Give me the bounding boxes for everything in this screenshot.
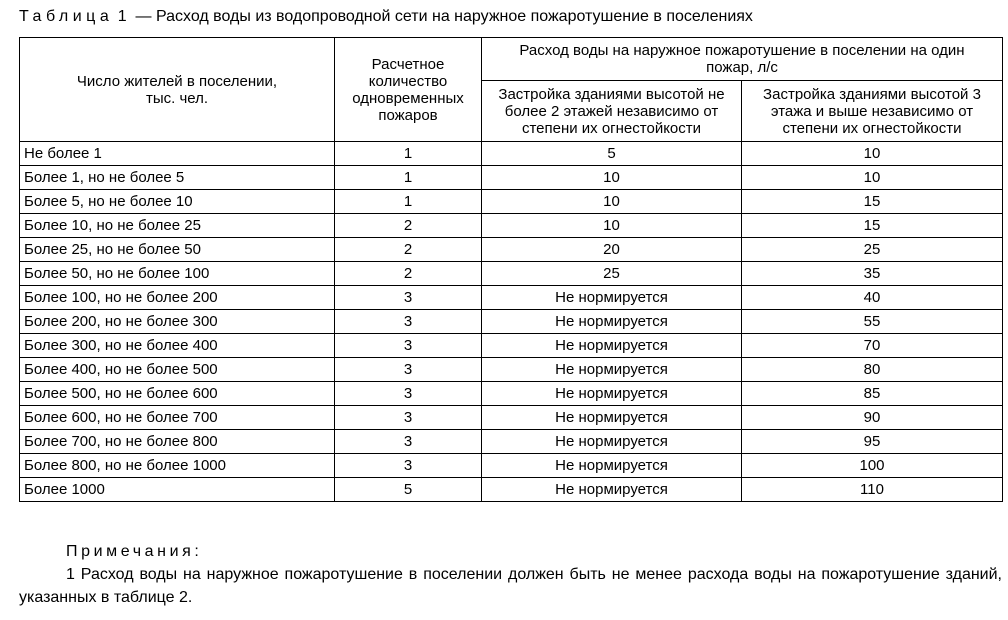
table-row: [20, 454, 1003, 478]
cell-low-buildings: Не нормируется: [482, 406, 742, 430]
table-row: [20, 358, 1003, 382]
cell-residents: Более 800, но не более 1000: [20, 454, 335, 478]
notes-section: [19, 540, 1002, 609]
table-row: [20, 310, 1003, 334]
cell-residents: Более 400, но не более 500: [20, 358, 335, 382]
cell-high-buildings: 15: [742, 214, 1003, 238]
cell-residents: Более 10, но не более 25: [20, 214, 335, 238]
cell-fires: 2: [335, 238, 482, 262]
cell-residents: Более 100, но не более 200: [20, 286, 335, 310]
cell-fires: 1: [335, 166, 482, 190]
cell-low-buildings: 10: [482, 214, 742, 238]
cell-low-buildings: 10: [482, 166, 742, 190]
cell-residents: Не более 1: [20, 142, 335, 166]
cell-fires: 3: [335, 310, 482, 334]
cell-residents: Более 500, но не более 600: [20, 382, 335, 406]
caption-text: — Расход воды из водопроводной сети на наружное пожаротушение в поселениях: [131, 8, 753, 25]
cell-low-buildings: Не нормируется: [482, 358, 742, 382]
cell-low-buildings: Не нормируется: [482, 286, 742, 310]
table-row: [20, 190, 1003, 214]
cell-residents: Более 700, но не более 800: [20, 430, 335, 454]
cell-high-buildings: 15: [742, 190, 1003, 214]
cell-fires: 3: [335, 406, 482, 430]
cell-high-buildings: 70: [742, 334, 1003, 358]
cell-high-buildings: 95: [742, 430, 1003, 454]
table-row: [20, 406, 1003, 430]
cell-low-buildings: Не нормируется: [482, 382, 742, 406]
cell-high-buildings: 55: [742, 310, 1003, 334]
cell-high-buildings: 110: [742, 478, 1003, 502]
cell-residents: Более 1, но не более 5: [20, 166, 335, 190]
water-consumption-table: [19, 37, 1003, 502]
cell-low-buildings: Не нормируется: [482, 310, 742, 334]
cell-low-buildings: Не нормируется: [482, 334, 742, 358]
cell-fires: 3: [335, 286, 482, 310]
cell-high-buildings: 25: [742, 238, 1003, 262]
cell-low-buildings: Не нормируется: [482, 454, 742, 478]
cell-fires: 1: [335, 190, 482, 214]
cell-fires: 3: [335, 382, 482, 406]
cell-residents: Более 600, но не более 700: [20, 406, 335, 430]
cell-high-buildings: 85: [742, 382, 1003, 406]
cell-low-buildings: Не нормируется: [482, 430, 742, 454]
cell-fires: 2: [335, 214, 482, 238]
table-row: [20, 286, 1003, 310]
table-row: [20, 166, 1003, 190]
cell-low-buildings: 5: [482, 142, 742, 166]
header-consumption: Расход воды на наружное пожаротушение в поселении на один пожар, л/с: [482, 38, 1003, 81]
table-row: [20, 382, 1003, 406]
table-row: [20, 142, 1003, 166]
cell-residents: Более 50, но не более 100: [20, 262, 335, 286]
header-high-buildings: Застройка зданиями высотой 3 этажа и выше независимо от степени их огнестойкости: [742, 81, 1003, 142]
note-item: 1 Расход воды на наружное пожаротушение в поселении должен быть не менее расхода воды на пожаротушение зданий, указанных в таблице 2.: [19, 566, 1002, 606]
cell-fires: 5: [335, 478, 482, 502]
table-body: [20, 142, 1003, 502]
cell-high-buildings: 10: [742, 142, 1003, 166]
header-fires: Расчетное количество одновременных пожаров: [335, 38, 482, 142]
table-row: [20, 430, 1003, 454]
caption-label: Таблица: [19, 8, 114, 25]
cell-high-buildings: 10: [742, 166, 1003, 190]
cell-residents: Более 300, но не более 400: [20, 334, 335, 358]
table-row: [20, 262, 1003, 286]
cell-fires: 3: [335, 334, 482, 358]
cell-fires: 3: [335, 358, 482, 382]
caption-number: 1: [117, 8, 132, 25]
header-residents: Число жителей в поселении, тыс. чел.: [20, 38, 335, 142]
table-row: [20, 238, 1003, 262]
cell-low-buildings: Не нормируется: [482, 478, 742, 502]
cell-fires: 2: [335, 262, 482, 286]
cell-high-buildings: 90: [742, 406, 1003, 430]
cell-residents: Более 25, но не более 50: [20, 238, 335, 262]
header-low-buildings: Застройка зданиями высотой не более 2 этажей независимо от степени их огнестойкости: [482, 81, 742, 142]
table-caption: [19, 7, 753, 27]
cell-low-buildings: 25: [482, 262, 742, 286]
cell-residents: Более 5, но не более 10: [20, 190, 335, 214]
table-row: [20, 214, 1003, 238]
table-row: [20, 334, 1003, 358]
cell-fires: 3: [335, 454, 482, 478]
cell-fires: 3: [335, 430, 482, 454]
cell-low-buildings: 10: [482, 190, 742, 214]
cell-residents: Более 200, но не более 300: [20, 310, 335, 334]
cell-low-buildings: 20: [482, 238, 742, 262]
notes-title: Примечания:: [66, 543, 203, 560]
cell-fires: 1: [335, 142, 482, 166]
cell-high-buildings: 35: [742, 262, 1003, 286]
cell-high-buildings: 100: [742, 454, 1003, 478]
cell-residents: Более 1000: [20, 478, 335, 502]
cell-high-buildings: 40: [742, 286, 1003, 310]
table-row: [20, 478, 1003, 502]
cell-high-buildings: 80: [742, 358, 1003, 382]
